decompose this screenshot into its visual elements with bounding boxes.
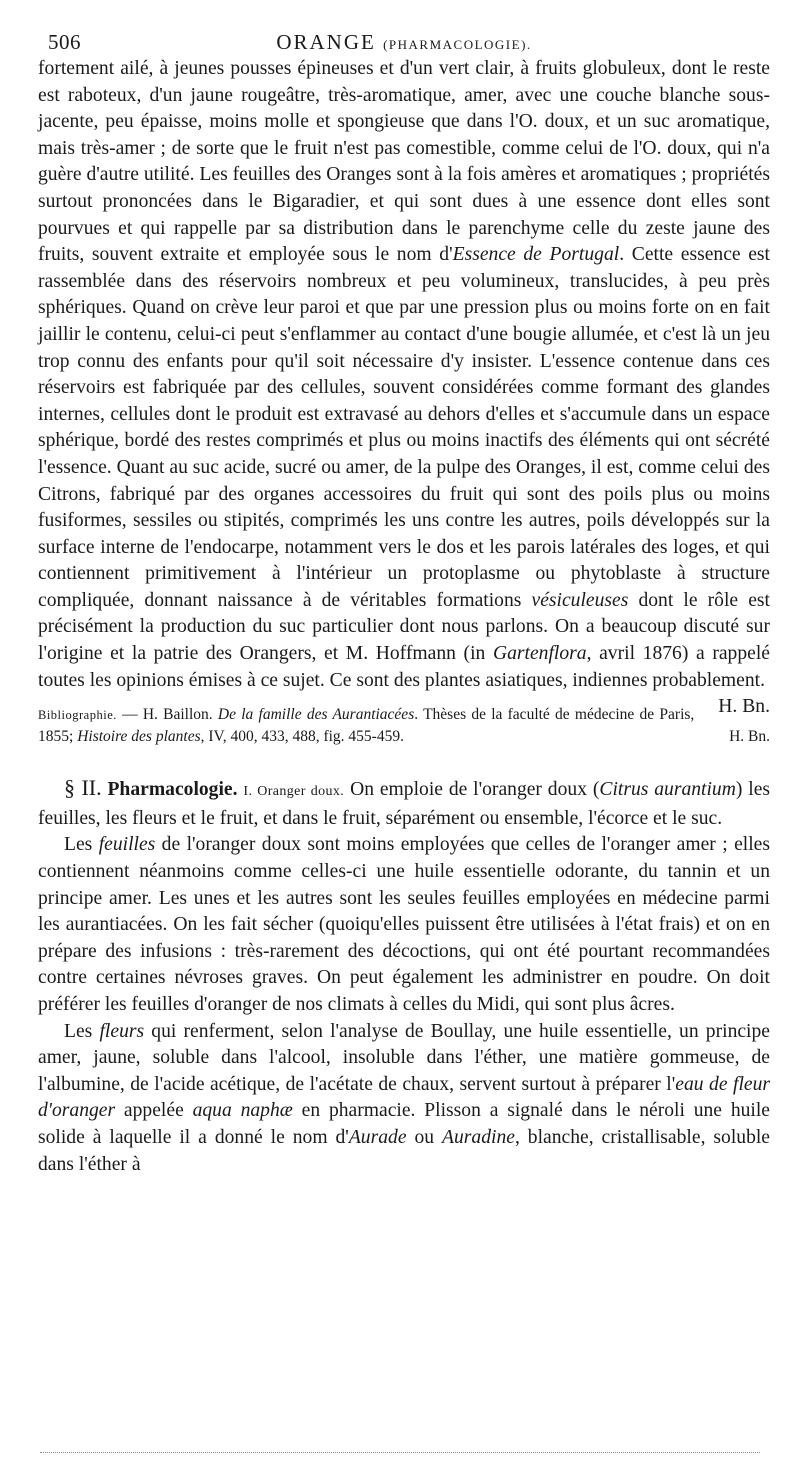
text-run: . Cette essence est rassemblée dans des réservoirs nombreux et peu volumineux, translucides, à peu près sphériques. Quand on crève leur paroi et que par une pression plus ou moins forte on en fait jaillir le contenu, celui-ci peut s'enflammer au contact d'une bougie allumée, et c'est là un jeu trop connu des enfants pour qu'il soit nécessaire d'y insister. L'essence contenue dans ces réservoirs est fabriquée par des cellules, souvent considérées comme formant des glandes internes, cellules dont le produit est extravasé au dehors d'elles et s'accumule dans un espace sphérique, bordé des restes comprimés et plus ou moins inactifs des éléments qui ont sécrété l'essence. Quant au suc acide, sucré ou amer, de la pulpe des Oranges, il est, comme celui des Citrons, fabriqué par des organes accessoires du fruit qui sont des poils plus ou moins fusiformes, sessiles ou stipités, comprimés les uns contre les autres, poils développés sur la surface interne de l'endocarpe, notamment vers le dos et les parois latérales des loges, et qui contiennent primitivement à l'intérieur un protoplasme ou phytoblaste à structure compliquée, donnant naissance à de véritables formations: [38, 244, 771, 611]
text-run: . Thèses de la faculté de médecine de Paris, 1855;: [38, 706, 695, 746]
text-run: On emploie de l'oranger doux (: [344, 779, 600, 801]
section-title: Pharmacologie.: [107, 779, 238, 801]
bibliography-author: — H. Baillon.: [116, 706, 218, 724]
bibliography-work: Histoire des plantes: [77, 728, 201, 746]
text-run: , blanche, cristallisable, soluble dans l'éther à: [38, 1126, 771, 1175]
italic-term: fleurs: [99, 1020, 145, 1042]
pharmacology-intro: [38, 775, 770, 832]
bibliography-work: De la famille des Aurantiacées: [217, 706, 415, 724]
italic-term: eau de fleur d'oranger: [38, 1073, 770, 1122]
bibliography-signature: H. Bn.: [729, 728, 770, 746]
subsection-label: I. Oranger doux.: [243, 784, 345, 800]
text-run: dont le rôle est précisément la production du suc particulier dont nous parlons. On a beaucoup discuté sur l'origine et la patrie des Orangers, et M. Hoffmann (in: [38, 589, 770, 665]
essence-name: Essence de Portugal: [452, 244, 620, 266]
italic-term: aqua naphæ: [192, 1100, 293, 1122]
text-run: ) les feuilles, les fleurs et le fruit, et dans le fruit, séparément ou ensemble, l'écorce et le suc.: [38, 779, 771, 829]
latin-name: Citrus aurantium: [599, 779, 736, 801]
bibliography-label: Bibliographie.: [38, 708, 117, 723]
italic-term: vésiculeuses: [531, 589, 629, 611]
section-symbol: § II.: [64, 775, 102, 801]
pharmacology-section: [38, 775, 770, 1178]
running-title-sub: (PHARMACOLOGIE).: [383, 37, 532, 52]
text-run: ou: [406, 1126, 443, 1148]
text-run: , avril 1876) a rappelé toutes les opinions émises à ce sujet. Ce sont des plantes asiatiques, indiennes probablement.: [38, 643, 770, 691]
running-title: [38, 30, 770, 55]
text-run: , IV, 400, 433, 488, fig. 455-459.: [200, 728, 404, 746]
leaves-paragraph: [38, 832, 770, 1018]
text-run: en pharmacie. Plisson a signalé dans le néroli une huile solide à laquelle il a donné le nom d': [38, 1100, 770, 1148]
journal-title: Gartenflora: [492, 643, 587, 665]
document-page: [38, 22, 770, 1178]
author-signature: H. Bn.: [718, 696, 770, 718]
bibliography: [38, 704, 770, 747]
italic-term: Aurade: [348, 1126, 407, 1148]
text-run: appelée: [115, 1100, 193, 1122]
footer-rule: [40, 1452, 760, 1453]
text-run: qui renferment, selon l'analyse de Boullay, une huile essentielle, un principe amer, jaune, soluble dans l'alcool, insoluble dans l'éther, une matière gommeuse, de l'albumine, de l'acide acétique, de l'acétate de chaux, servent surtout à préparer l': [38, 1020, 770, 1095]
running-title-main: ORANGE: [276, 30, 376, 54]
italic-term: feuilles: [98, 834, 156, 856]
text-run: Les: [64, 1020, 100, 1042]
text-run: fortement ailé, à jeunes pousses épineuses et d'un vert clair, à fruits globuleux, dont le reste est raboteux, d'un jaune rougeâtre, très-aromatique, amer, avec une couche blanche sous-jacente, peu épaisse, moins molle et spongieuse que dans l'O. doux, et un suc aromatique, mais très-amer ; de sorte que le fruit n'est pas comestible, comme celui de l'O. doux, qui n'a guère d'autre utilité. Les feuilles des Oranges sont à la fois amères et aromatiques ; propriétés surtout prononcées dans le Bigaradier, et qui sont dues à une essence dont elles sont pourvues et qui rappelle par sa distribution dans le parenchyme celle du zeste jaune des fruits, souvent extraite et employée sous le nom d': [38, 58, 770, 266]
flowers-paragraph: [38, 1019, 770, 1179]
page-number: 506: [48, 30, 81, 54]
text-run: Les: [64, 834, 99, 856]
italic-term: Auradine: [442, 1126, 515, 1148]
running-head: [38, 22, 770, 56]
text-run: de l'oranger doux sont moins employées que celles de l'oranger amer ; elles contiennent néanmoins comme celles-ci une huile essentielle odorante, du tannin et un principe amer. Les unes et les autres sont les seules feuilles employées en médecine parmi les aurantiacées. On les fait sécher (quoiqu'elles puissent être utilisées à l'état frais) et on en prépare des infusions : très-rarement des décoctions, qui ont été pourtant recommandées contre certaines névroses graves. On peut également les administrer en poudre. On doit préférer les feuilles d'oranger de nos climats à celles du Midi, qui sont plus âcres.: [38, 834, 770, 1015]
